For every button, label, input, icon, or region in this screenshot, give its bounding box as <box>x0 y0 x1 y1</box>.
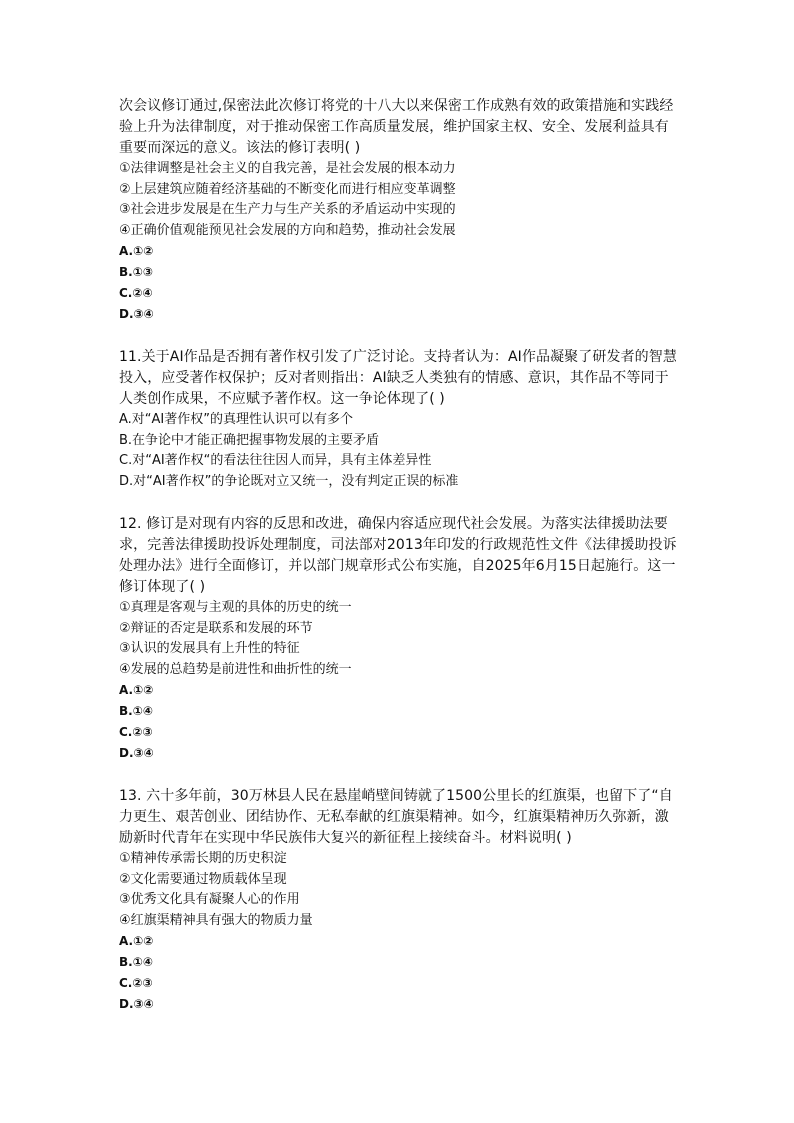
question-10 <box>119 96 679 325</box>
question-13 <box>119 786 679 1015</box>
option-b: B.①④ <box>119 704 154 718</box>
option-c: C.对“AI著作权“的看法往往因人而异，具有主体差异性 <box>119 453 432 468</box>
option-b: B.①④ <box>119 955 154 969</box>
statement-2: ②文化需要通过物质载体呈现 <box>119 871 287 887</box>
question-stem: 次会议修订通过,保密法此次修订将党的十八大以来保密工作成熟有效的政策措施和实践经验上升为法律制度，对于推动保密工作高质量发展，维护国家主权、安全、发展利益具有重要而深远的意义。该法的修订表明( ) <box>119 98 674 156</box>
statement-4: ④发展的总趋势是前进性和曲折性的统一 <box>119 661 352 677</box>
document-page <box>119 96 679 1015</box>
option-b: B.在争论中才能正确把握事物发展的主要矛盾 <box>119 432 380 448</box>
question-stem: 13. 六十多年前，30万林县人民在悬崖峭壁间铸就了1500公里长的红旗渠，也留下了“自力更生、艰苦创业、团结协作、无私奉献的红旗渠精神。如今，红旗渠精神历久弥新，激励新时代青年在实现中华民族伟大复兴的新征程上接续奋斗。材料说明( ) <box>119 788 673 846</box>
statement-3: ③优秀文化具有凝聚人心的作用 <box>119 892 300 907</box>
question-stem: 11.关于AI作品是否拥有著作权引发了广泛讨论。支持者认为：AI作品凝聚了研发者的智慧投入，应受著作权保护；反对者则指出：AI缺乏人类独有的情感、意识，其作品不等同于人类创作成果，不应赋予著作权。这一争论体现了( ) <box>119 349 677 407</box>
option-c: C.②④ <box>119 286 153 300</box>
option-d: D.对“AI著作权”的争论既对立又统一，没有判定正误的标准 <box>119 473 459 489</box>
statement-1: ①法律调整是社会主义的自我完善，是社会发展的根本动力 <box>119 161 456 176</box>
option-c: C.②③ <box>119 725 153 739</box>
statement-1: ①真理是客观与主观的具体的历史的统一 <box>119 600 352 615</box>
statement-2: ②辩证的否定是联系和发展的环节 <box>119 620 313 636</box>
option-d: D.③④ <box>119 307 154 321</box>
question-stem: 12. 修订是对现有内容的反思和改进，确保内容适应现代社会发展。为落实法律援助法要求，完善法律援助投诉处理制度，司法部对2013年印发的行政规范性文件《法律援助投诉处理办法》进行全面修订，并以部门规章形式公布实施，自2025年6月15日起施行。这一修订体现了( ) <box>119 516 677 595</box>
option-a: A.①② <box>119 683 154 697</box>
option-b: B.①③ <box>119 265 154 279</box>
statement-4: ④正确价值观能预见社会发展的方向和趋势，推动社会发展 <box>119 222 456 238</box>
question-11 <box>119 347 679 492</box>
option-c: C.②③ <box>119 976 153 990</box>
option-a: A.①② <box>119 934 154 948</box>
option-d: D.③④ <box>119 997 154 1011</box>
statement-3: ③社会进步发展是在生产力与生产关系的矛盾运动中实现的 <box>119 202 456 217</box>
option-d: D.③④ <box>119 746 154 760</box>
statement-4: ④红旗渠精神具有强大的物质力量 <box>119 912 313 928</box>
question-12 <box>119 514 679 764</box>
statement-1: ①精神传承需长期的历史积淀 <box>119 851 287 866</box>
option-a: A.①② <box>119 244 154 258</box>
statement-2: ②上层建筑应随着经济基础的不断变化而进行相应变革调整 <box>119 181 456 197</box>
option-a: A.对“AI著作权”的真理性认识可以有多个 <box>119 412 353 427</box>
statement-3: ③认识的发展具有上升性的特征 <box>119 641 300 656</box>
